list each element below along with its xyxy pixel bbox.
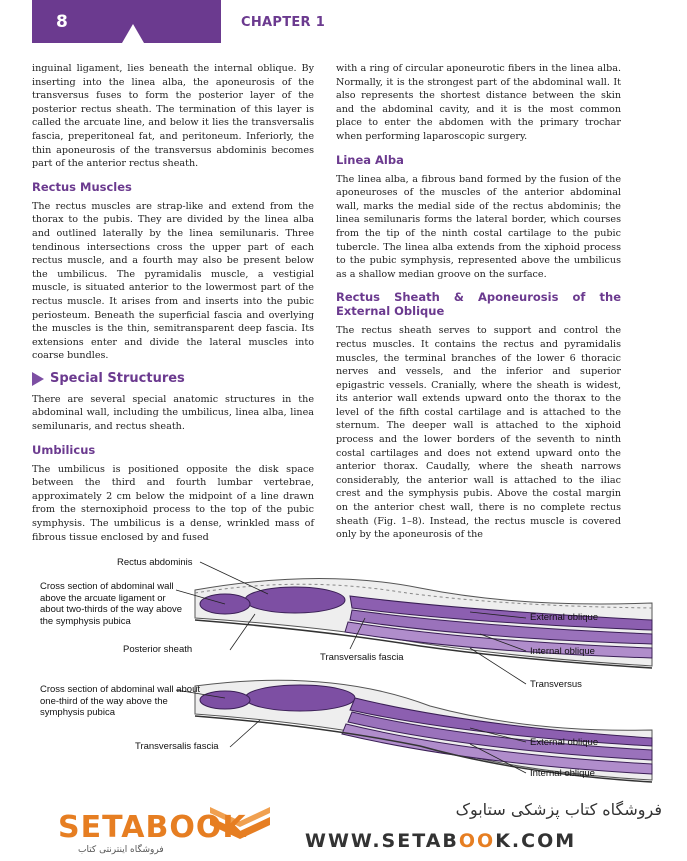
brand-url-end: K.COM <box>495 830 577 852</box>
page-number: 8 <box>56 12 68 32</box>
setabook-logo-subtitle: فروشگاه اینترنتی کتاب <box>78 845 164 855</box>
special-heading-text: Special Structures <box>50 371 185 387</box>
brand-url-accent: OO <box>458 830 496 852</box>
label-cross-section-below: Cross section of abdominal wall about one-third of the way above the symphysis pubica <box>40 684 201 718</box>
rectus-sheath-paragraph: The rectus sheath serves to support and control the rectus muscles. It contains the rectus and pyramidalis muscles, the terminal branches of the lower 6 thoracic nerves and vessels, and the inferior and superior epigastric vessels. Cranially, where the sheath is widest, its anterior wall extends upward onto the thorax to the level of the fifth costal cartilage and is attached to the sternum. The deeper wall is attached to the xiphoid process and the lower borders of the seventh to ninth costal cartilages and does not extend upward onto the anterior thorax. Caudally, where the sheath narrows considerably, the anterior wall is attached to the iliac crest and the symphysis pubis. Above the costal margin on the anterior chest wall, there is no complete rectus sheath (Fig. 1–8). Instead, the rectus muscle is covered only by the aponeurosis of the <box>336 325 621 541</box>
left-column <box>32 62 314 553</box>
linea-alba-paragraph: The linea alba, a fibrous band formed by the fusion of the aponeuroses of the muscles of the anterior abdominal wall, marks the medial side of the rectus abdominis; the linea semilunaris forms the lateral border, which courses from the tip of the ninth costal cartilage to the pubic tubercle. The linea alba extends from the xiphoid process to the pubic symphysis, represented above the umbilicus as a shallow median groove on the surface. <box>336 173 621 280</box>
label-internal-oblique-lower: Internal oblique <box>530 768 595 779</box>
tab-notch <box>122 24 144 43</box>
right-column <box>336 62 621 551</box>
lower-cross-section <box>195 680 652 782</box>
linea-alba-heading: Linea Alba <box>336 152 404 167</box>
label-cross-section-above: Cross section of abdominal wall above the arcuate ligament or about two-thirds of the way above the symphysis pubica <box>40 581 183 627</box>
intro-paragraph: inguinal ligament, lies beneath the internal oblique. By inserting into the linea alba, the aponeurosis of the transversus fuses to form the posterior layer of the posterior rectus sheath. The termination of this layer is called the arcuate line, and below it lies the transversalis fascia, preperitoneal fat, and peritoneum. Inferiorly, the thin aponeurosis of the transversus abdominis becomes part of the anterior rectus sheath. <box>32 63 314 170</box>
special-structures-heading <box>32 372 314 386</box>
brand-url-start: WWW.SETAB <box>305 830 459 852</box>
label-transversalis-fascia-upper: Transversalis fascia <box>320 652 404 663</box>
brand-persian-name: فروشگاه کتاب پزشکی ستابوک <box>455 800 662 819</box>
label-rectus-abdominis: Rectus abdominis <box>117 557 193 568</box>
brand-url <box>305 830 576 852</box>
continued-paragraph: with a ring of circular aponeurotic fibers in the linea alba. Normally, it is the strongest part of the abdominal wall. It also represents the shortest distance between the skin and the abdominal cavity, and it is the most common place to enter the abdomen with the primary trochar when performing laparoscopic surgery. <box>336 63 621 142</box>
umbilicus-paragraph: The umbilicus is positioned opposite the disk space between the third and fourth lumbar vertebrae, approximately 2 cm below the midpoint of a line drawn from the sternoxiphoid process to the top of the pubic symphysis. The umbilicus is a dense, wrinkled mass of fibrous tissue enclosed by and fused <box>32 463 314 543</box>
label-posterior-sheath: Posterior sheath <box>123 644 193 655</box>
setabook-logo-text: SETABOOK <box>58 810 247 845</box>
umbilicus-heading: Umbilicus <box>32 442 96 457</box>
label-transversalis-fascia-lower: Transversalis fascia <box>135 741 219 752</box>
rectus-paragraph: The rectus muscles are strap-like and extend from the thorax to the pubis. They are divided by the linea alba and outlined laterally by the linea semilunaris. Three tendinous intersections cross the upper part of each rectus muscle, and a fourth may also be present below the umbilicus. The pyramidalis muscle, a vestigial muscle, is situated anterior to the lowermost part of the rectus muscle. It arises from and inserts into the pubic periosteum. Beneath the superficial fascia and overlying the muscles is the thin, semitransparent deep fascia. Its extensions enter and divide the lateral muscles into coarse bundles. <box>32 200 314 362</box>
label-external-oblique-upper: External oblique <box>530 612 599 623</box>
rectus-heading: Rectus Muscles <box>32 179 132 194</box>
chapter-title: CHAPTER 1 <box>241 15 326 30</box>
label-external-oblique-lower: External oblique <box>530 737 599 748</box>
triangle-bullet-icon <box>32 372 44 386</box>
label-internal-oblique-upper: Internal oblique <box>530 646 595 657</box>
label-transversus: Transversus <box>530 679 582 690</box>
abdominal-wall-figure <box>0 548 687 793</box>
rectus-sheath-heading: Rectus Sheath & Aponeurosis of the External Oblique <box>336 290 621 319</box>
special-paragraph: There are several special anatomic structures in the abdominal wall, including the umbilicus, linea alba, linea semilunaris, and rectus sheath. <box>32 393 314 433</box>
